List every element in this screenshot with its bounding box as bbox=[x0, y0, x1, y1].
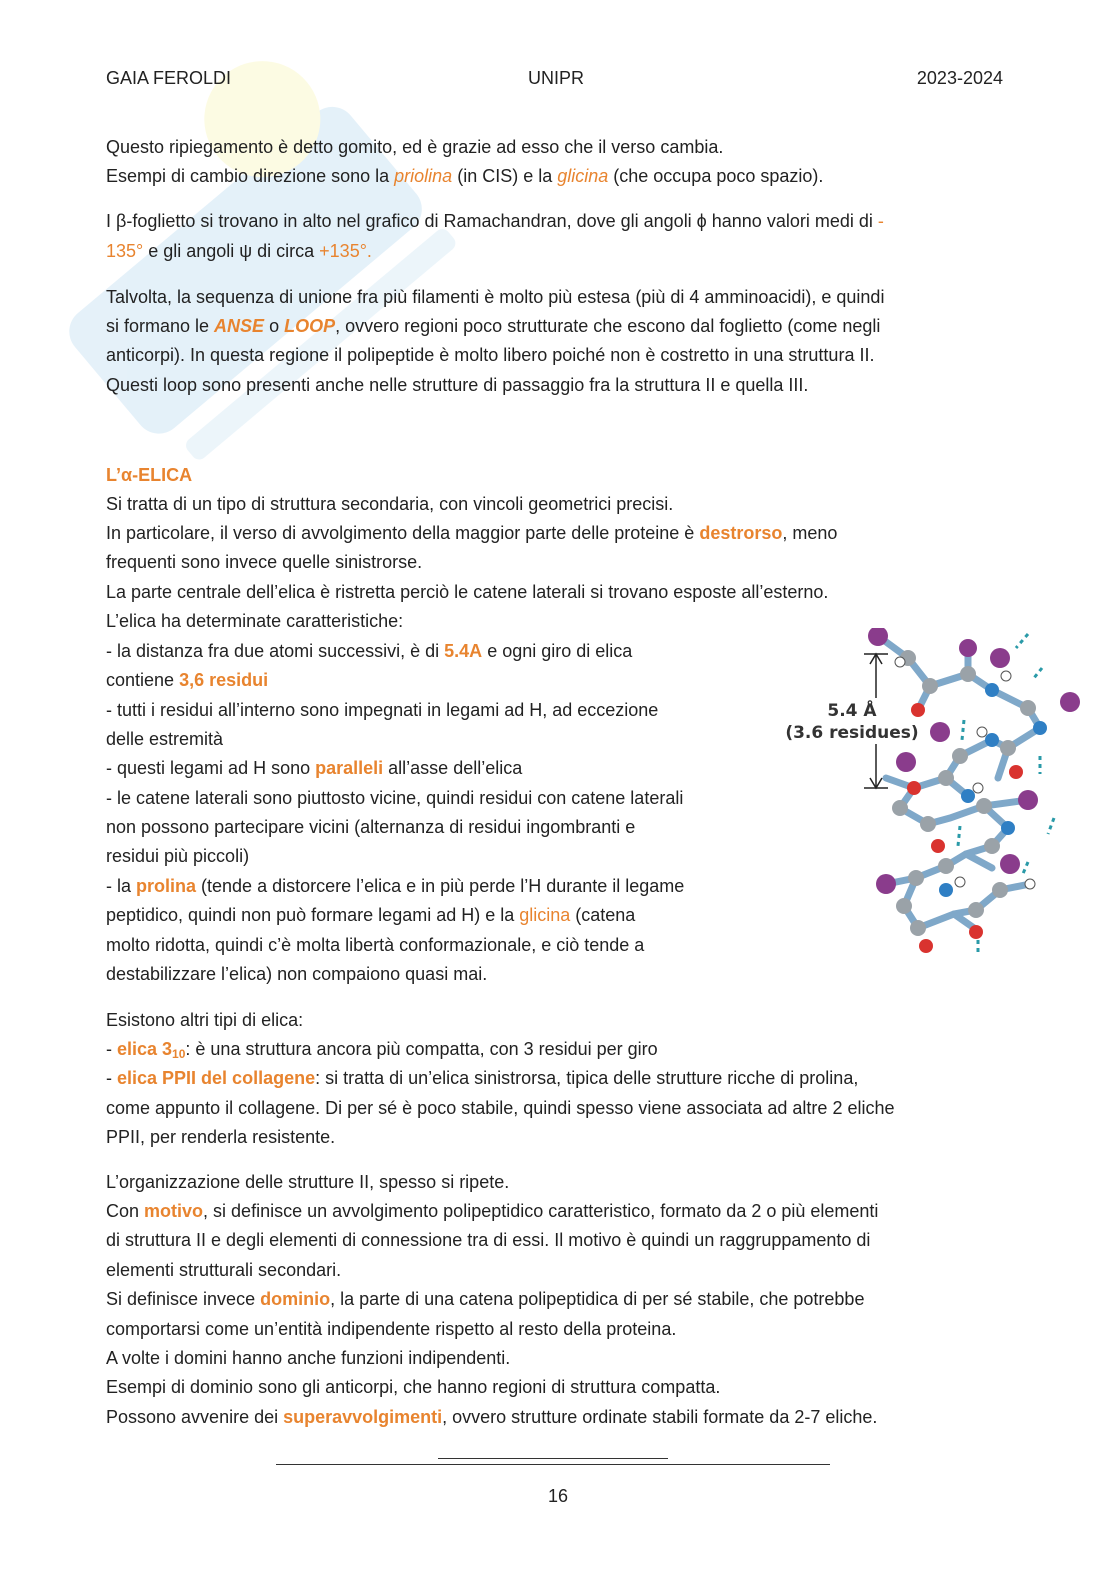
paragraph-line: di struttura II e degli elementi di connessione tra di essi. Il motivo è quindi un raggruppamento di bbox=[106, 1230, 871, 1250]
list-item: delle estremità bbox=[106, 729, 224, 749]
term-destrorso: destrorso bbox=[699, 523, 783, 543]
list-item: - le catene laterali sono piuttosto vicine, quindi residui con catene laterali bbox=[106, 788, 684, 808]
term-anse: ANSE bbox=[214, 316, 265, 336]
list-item: - elica $3_{10}$: è una struttura ancora più compatta, con 3 residui per giro bbox=[106, 1039, 658, 1061]
list-item: non possono partecipare vicini (alternanza di residui ingombranti e bbox=[106, 817, 636, 837]
term-elica-3-10: elica $3_{10}$ bbox=[117, 1039, 186, 1061]
value-phi: 135° bbox=[106, 241, 144, 261]
list-item: - la distanza fra due atomi successivi, è di 5.4A e ogni giro di elica bbox=[106, 641, 633, 661]
term-dominio: dominio bbox=[260, 1289, 331, 1309]
paragraph-line: frequenti sono invece quelle sinistrorse. bbox=[106, 552, 423, 572]
list-item: molto ridotta, quindi c’è molta libertà conformazionale, e ciò tende a bbox=[106, 935, 645, 955]
term-motivo: motivo bbox=[144, 1201, 204, 1221]
section-title: L’α-ELICA bbox=[106, 465, 193, 485]
value-psi: +135° bbox=[319, 241, 367, 261]
list-item: - tutti i residui all’interno sono impegnati in legami ad H, ad eccezione bbox=[106, 700, 659, 720]
term-loop: LOOP bbox=[284, 316, 336, 336]
paragraph-line: si formano le ANSE o LOOP, ovvero regioni poco strutturate che escono dal foglietto (come negli bbox=[106, 316, 881, 336]
header-author: GAIA FEROLDI bbox=[106, 68, 232, 88]
paragraph-line: I β-foglietto si trovano in alto nel grafico di Ramachandran, dove gli angoli ϕ hanno valori medi di - bbox=[106, 211, 884, 231]
list-item: - questi legami ad H sono paralleli all’asse dell’elica bbox=[106, 758, 523, 778]
paragraph-line: Questo ripiegamento è detto gomito, ed è grazie ad esso che il verso cambia. bbox=[106, 137, 724, 157]
alpha-helix-figure bbox=[778, 628, 1082, 960]
paragraph-line: Questi loop sono presenti anche nelle strutture di passaggio fra la struttura II e quella III. bbox=[106, 375, 809, 395]
term-glicina-2: glicina bbox=[519, 905, 571, 925]
paragraph-line: A volte i domini hanno anche funzioni indipendenti. bbox=[106, 1348, 511, 1368]
footer-rule bbox=[276, 1464, 830, 1465]
list-item: peptidico, quindi non può formare legami ad H) e la glicina (catena bbox=[106, 905, 636, 925]
header-university: UNIPR bbox=[528, 68, 585, 88]
list-item: residui più piccoli) bbox=[106, 846, 250, 866]
term-prolina: prolina bbox=[136, 876, 197, 896]
list-item: - la prolina (tende a distorcere l’elica e in più perde l’H durante il legame bbox=[106, 876, 685, 896]
figure-label-distance: 5.4 Å bbox=[827, 701, 877, 721]
list-item: contiene 3,6 residui bbox=[106, 670, 269, 690]
term-superavvolgimenti: superavvolgimenti bbox=[283, 1407, 443, 1427]
paragraph-line: comportarsi come un’entità indipendente rispetto al resto della proteina. bbox=[106, 1319, 677, 1339]
term-residui: 3,6 residui bbox=[179, 670, 269, 690]
list-item: come appunto il collagene. Di per sé è poco stabile, quindi spesso viene associata ad altre 2 eliche bbox=[106, 1098, 895, 1118]
term-glicina: glicina bbox=[557, 166, 609, 186]
paragraph-line: L’organizzazione delle strutture II, spesso si ripete. bbox=[106, 1172, 510, 1192]
paragraph-line: Possono avvenire dei superavvolgimenti, ovvero strutture ordinate stabili formate da 2-7 eliche. bbox=[106, 1407, 878, 1427]
list-item: - elica PPII del collagene: si tratta di un’elica sinistrorsa, tipica delle strutture ricche di prolina, bbox=[106, 1068, 859, 1088]
figure-label-residues: (3.6 residues) bbox=[785, 723, 919, 743]
atoms bbox=[868, 628, 1080, 953]
paragraph-line: La parte centrale dell’elica è ristretta perciò le catene laterali si trovano esposte all’esterno. bbox=[106, 582, 829, 602]
list-item: PPII, per renderla resistente. bbox=[106, 1127, 336, 1147]
term-priolina: priolina bbox=[394, 166, 453, 186]
list-item: destabilizzare l’elica) non compaiono quasi mai. bbox=[106, 964, 488, 984]
paragraph-line: Esistono altri tipi di elica: bbox=[106, 1010, 304, 1030]
paragraph-line: Con motivo, si definisce un avvolgimento polipeptidico caratteristico, formato da 2 o più elementi bbox=[106, 1201, 879, 1221]
paragraph-line: Esempi di cambio direzione sono la priolina (in CIS) e la glicina (che occupa poco spazio). bbox=[106, 166, 824, 186]
term-paralleli: paralleli bbox=[315, 758, 384, 778]
paragraph-line: Talvolta, la sequenza di unione fra più filamenti è molto più estesa (più di 4 amminoacidi), e quindi bbox=[106, 287, 885, 307]
paragraph-line: In particolare, il verso di avvolgimento della maggior parte delle proteine è destrorso, meno bbox=[106, 523, 838, 543]
paragraph-line: L’elica ha determinate caratteristiche: bbox=[106, 611, 404, 631]
term-5-4a: 5.4A bbox=[444, 641, 483, 661]
header-year: 2023-2024 bbox=[916, 68, 1003, 88]
paragraph-line: anticorpi). In questa regione il polipeptide è molto libero poiché non è costretto in una struttura II. bbox=[106, 345, 875, 365]
paragraph-line: Si definisce invece dominio, la parte di una catena polipeptidica di per sé stabile, che potrebbe bbox=[106, 1289, 865, 1309]
paragraph-line: Si tratta di un tipo di struttura secondaria, con vincoli geometrici precisi. bbox=[106, 494, 674, 514]
paragraph-line: elementi strutturali secondari. bbox=[106, 1260, 342, 1280]
term-elica-ppii: elica PPII del collagene bbox=[117, 1068, 316, 1088]
footer-rule bbox=[438, 1458, 668, 1459]
paragraph-line: Esempi di dominio sono gli anticorpi, che hanno regioni di struttura compatta. bbox=[106, 1377, 721, 1397]
page-number: 16 bbox=[547, 1486, 569, 1506]
paragraph-line: 135° e gli angoli ψ di circa +135°. bbox=[106, 241, 372, 261]
dimension-bracket bbox=[864, 654, 888, 788]
